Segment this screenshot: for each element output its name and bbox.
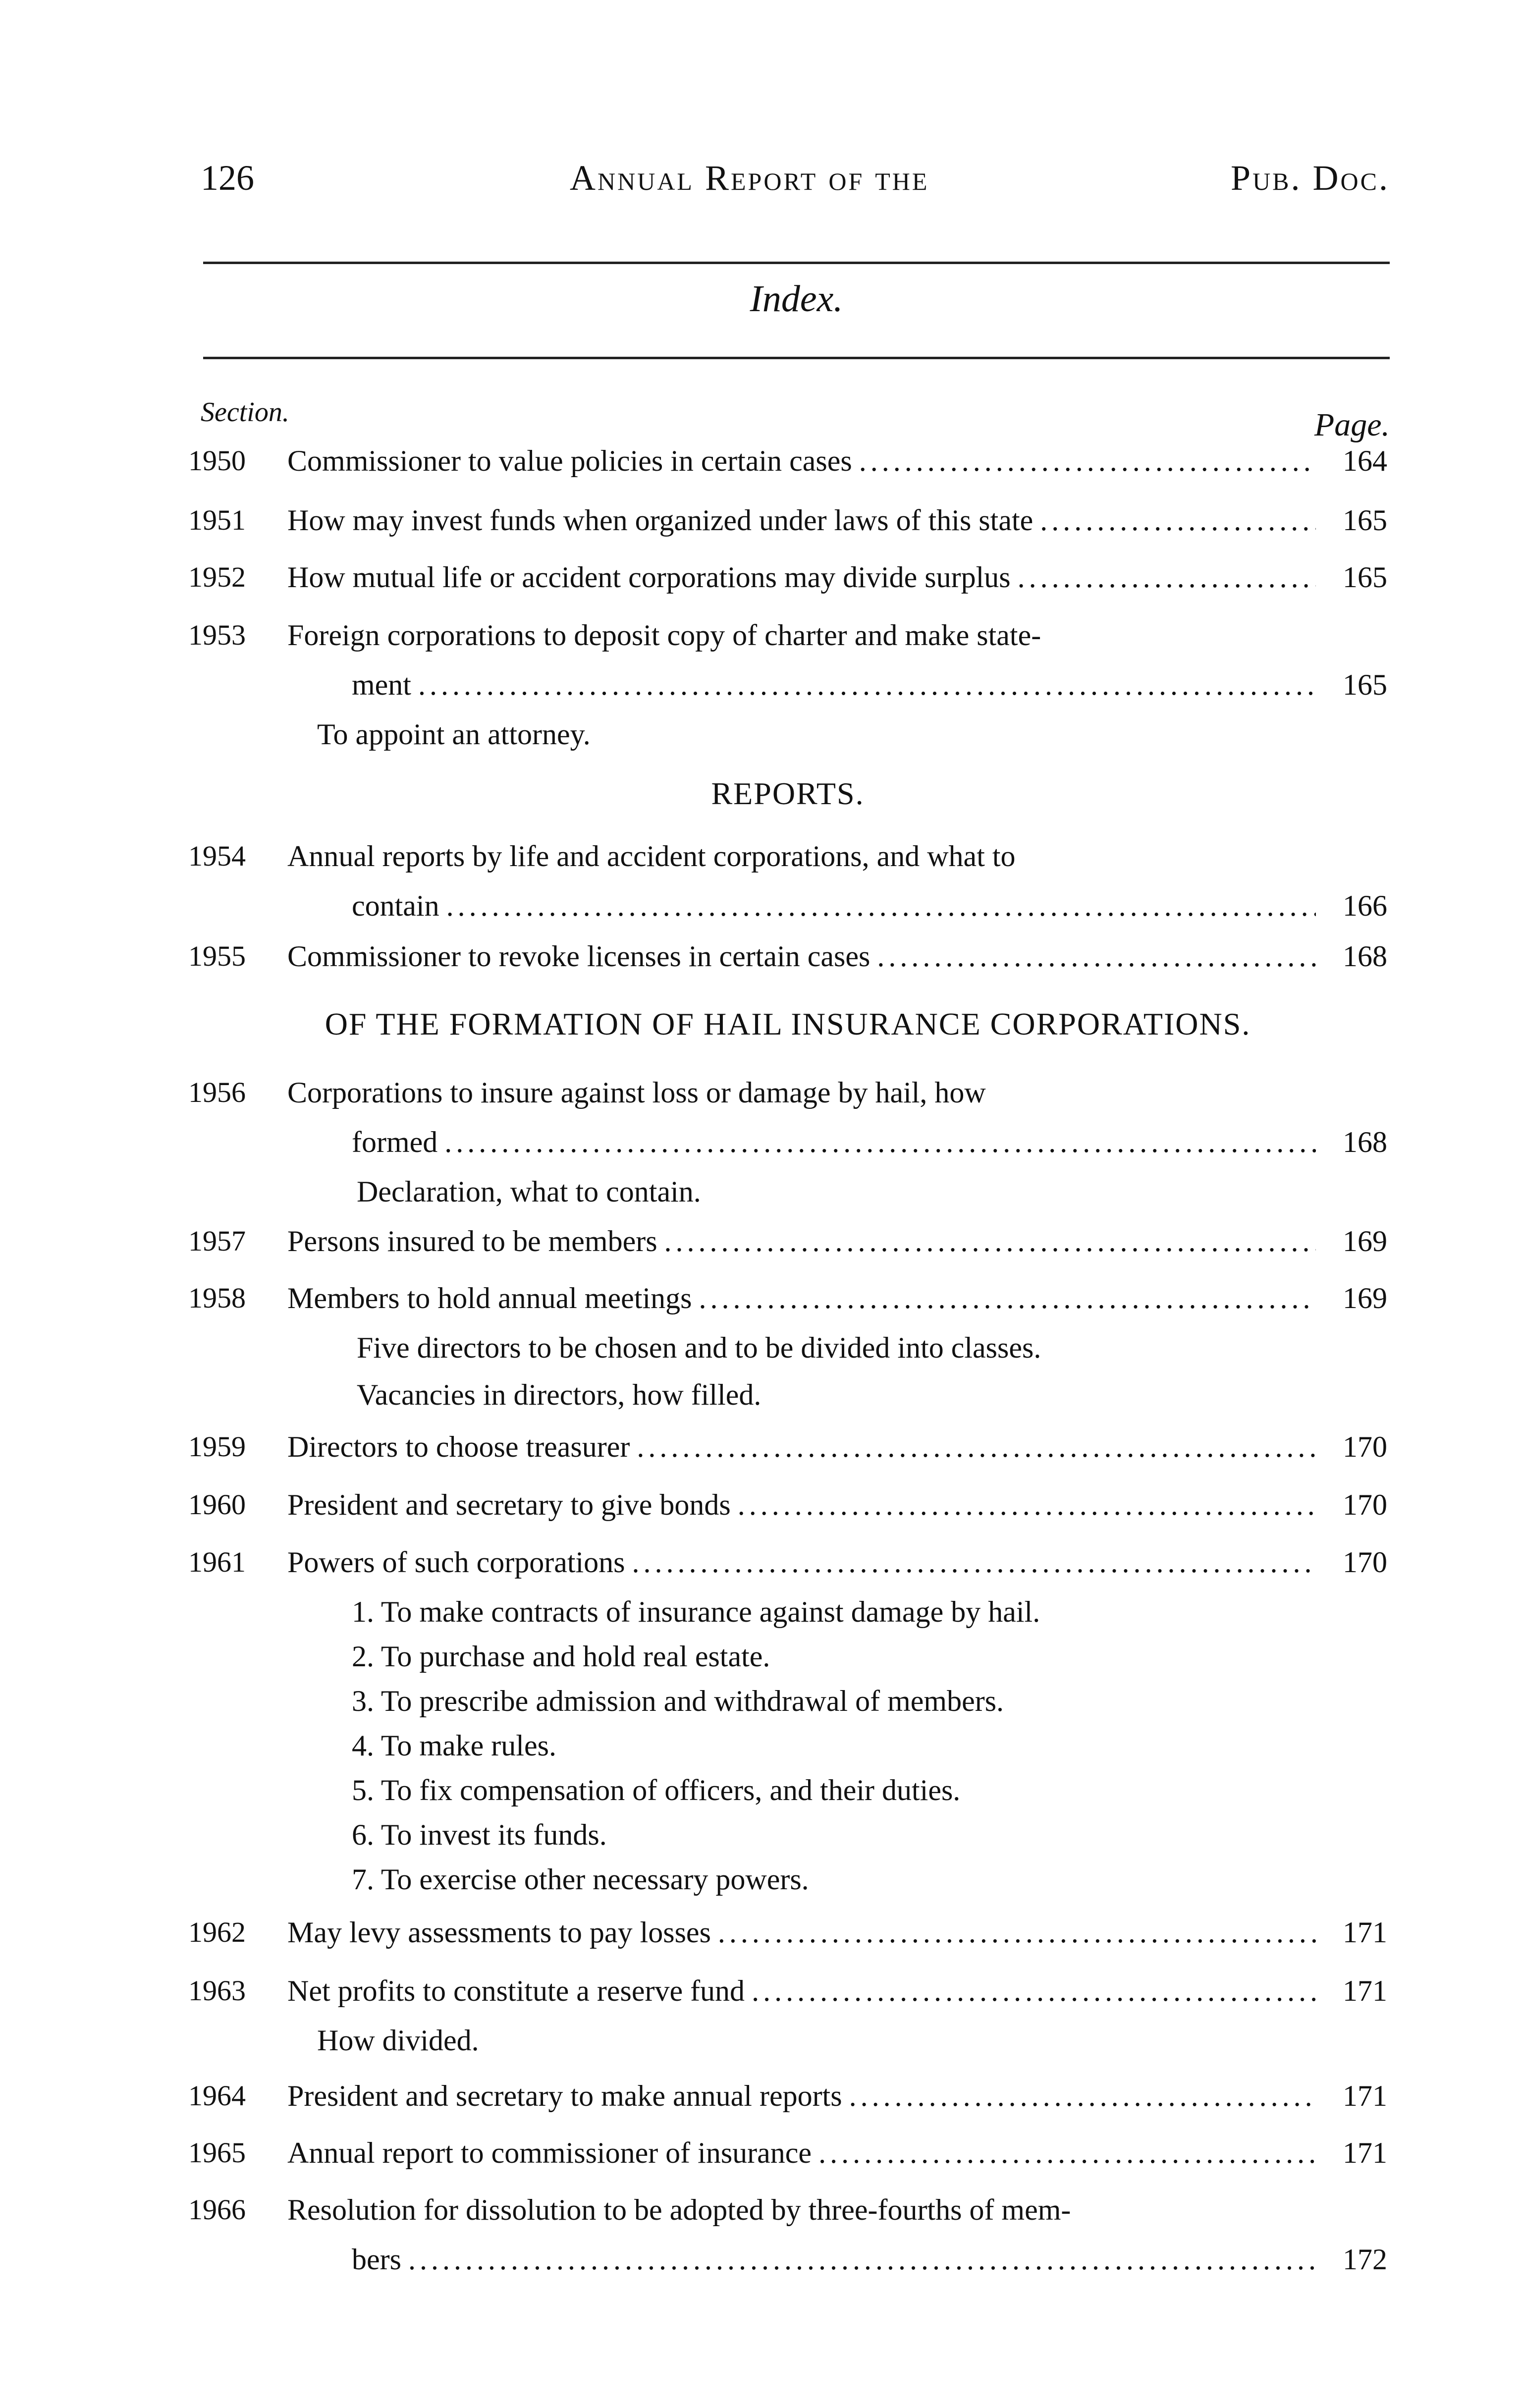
section-number: 1961 bbox=[188, 1546, 246, 1578]
page-reference: 170 bbox=[1343, 1546, 1387, 1579]
page-reference: 172 bbox=[1343, 2243, 1387, 2276]
power-item: 2. To purchase and hold real estate. bbox=[352, 1640, 770, 1673]
entry-title: President and secretary to make annual reports bbox=[287, 2080, 842, 2112]
page-reference: 171 bbox=[1343, 2080, 1387, 2112]
page-reference: 165 bbox=[1343, 668, 1387, 701]
entry-text-block bbox=[287, 1908, 1387, 1957]
entry-title: ment bbox=[352, 668, 411, 701]
sub-entry: Five directors to be chosen and to be divided into classes. bbox=[357, 1331, 1041, 1364]
entry-title: May levy assessments to pay losses bbox=[287, 1916, 711, 1949]
dot-leader bbox=[1040, 495, 1316, 545]
page-reference: 165 bbox=[1343, 561, 1387, 594]
page-reference: 166 bbox=[1343, 889, 1387, 922]
power-item: 5. To fix compensation of officers, and their duties. bbox=[352, 1774, 961, 1806]
entry-text-block bbox=[287, 1422, 1387, 1472]
page-reference: 169 bbox=[1343, 1282, 1387, 1314]
section-number: 1963 bbox=[188, 1974, 246, 2007]
section-number: 1966 bbox=[188, 2193, 246, 2226]
entry-text-block bbox=[287, 831, 1387, 930]
entry-title: Directors to choose treasurer bbox=[287, 1430, 630, 1463]
sub-entry: Declaration, what to contain. bbox=[357, 1175, 701, 1208]
entry-title: contain bbox=[352, 889, 439, 922]
entry-line bbox=[287, 1273, 1387, 1323]
section-number: 1956 bbox=[188, 1076, 246, 1108]
dot-leader bbox=[818, 2128, 1316, 2178]
entry-title: How mutual life or accident corporations may divide surplus bbox=[287, 561, 1011, 594]
entry-title: Members to hold annual meetings bbox=[287, 1282, 692, 1314]
entry-text-block bbox=[287, 495, 1387, 545]
top-rule bbox=[203, 262, 1390, 264]
entry-line bbox=[287, 1216, 1387, 1266]
section-number: 1953 bbox=[188, 619, 246, 651]
dot-leader bbox=[408, 2235, 1316, 2284]
entry-line bbox=[287, 2235, 1387, 2284]
page-reference: 171 bbox=[1343, 1974, 1387, 2007]
entry-line bbox=[287, 2128, 1387, 2178]
page-reference: 170 bbox=[1343, 1488, 1387, 1521]
entry-line bbox=[287, 2185, 1387, 2235]
page-reference: 169 bbox=[1343, 1225, 1387, 1258]
dot-leader bbox=[752, 1966, 1316, 2016]
page-column-heading: Page. bbox=[1314, 407, 1390, 443]
entry-title: Resolution for dissolution to be adopted by three-fourths of mem- bbox=[287, 2193, 1071, 2226]
entry-title: How may invest funds when organized under laws of this state bbox=[287, 504, 1033, 537]
entry-title: formed bbox=[352, 1126, 438, 1158]
page-reference: 168 bbox=[1343, 1126, 1387, 1158]
entry-title: Commissioner to value policies in certain cases bbox=[287, 444, 852, 477]
entry-text-block bbox=[287, 610, 1387, 757]
section-heading-hail: OF THE FORMATION OF HAIL INSURANCE CORPORATIONS. bbox=[325, 1006, 1251, 1041]
page-reference: 165 bbox=[1343, 504, 1387, 537]
entry-title: President and secretary to give bonds bbox=[287, 1488, 731, 1521]
dot-leader bbox=[632, 1537, 1316, 1587]
sub-entry: Vacancies in directors, how filled. bbox=[357, 1378, 761, 1411]
dot-leader bbox=[849, 2071, 1316, 2121]
entry-title: Annual report to commissioner of insurance bbox=[287, 2136, 812, 2169]
section-number: 1960 bbox=[188, 1488, 246, 1521]
entry-line bbox=[287, 1068, 1387, 1117]
entry-text-block bbox=[287, 1966, 1387, 2063]
dot-leader bbox=[699, 1273, 1316, 1323]
index-heading: Index. bbox=[750, 278, 843, 320]
bottom-rule bbox=[203, 357, 1390, 359]
entry-text-block bbox=[287, 2128, 1387, 2178]
dot-leader bbox=[418, 660, 1316, 710]
section-number: 1962 bbox=[188, 1916, 246, 1948]
entry-line bbox=[287, 831, 1387, 881]
entry-text-block bbox=[287, 1480, 1387, 1530]
section-number: 1954 bbox=[188, 840, 246, 872]
entry-title: Foreign corporations to deposit copy of charter and make state- bbox=[287, 619, 1041, 652]
entry-line bbox=[287, 610, 1387, 660]
page-reference: 171 bbox=[1343, 1916, 1387, 1949]
dot-leader bbox=[664, 1216, 1316, 1266]
entry-text-block bbox=[287, 552, 1387, 602]
dot-leader bbox=[718, 1908, 1316, 1957]
entry-text-block bbox=[287, 1068, 1387, 1214]
dot-leader bbox=[446, 881, 1316, 930]
entry-line bbox=[287, 495, 1387, 545]
entry-line bbox=[287, 1480, 1387, 1530]
sub-entry: How divided. bbox=[317, 2024, 479, 2057]
entry-line bbox=[287, 660, 1387, 710]
section-number: 1965 bbox=[188, 2136, 246, 2169]
entry-line bbox=[287, 1908, 1387, 1957]
dot-leader bbox=[738, 1480, 1316, 1530]
page-reference: 171 bbox=[1343, 2136, 1387, 2169]
entry-text-block bbox=[287, 2071, 1387, 2121]
dot-leader bbox=[444, 1117, 1316, 1167]
sub-entry: To appoint an attorney. bbox=[317, 718, 591, 751]
section-heading-reports: REPORTS. bbox=[711, 776, 865, 811]
section-number: 1958 bbox=[188, 1282, 246, 1314]
entry-text-block bbox=[287, 1216, 1387, 1266]
entry-line bbox=[287, 1117, 1387, 1167]
page-number: 126 bbox=[201, 158, 254, 198]
entry-title: Commissioner to revoke licenses in certain cases bbox=[287, 940, 870, 973]
entry-title: Annual reports by life and accident corporations, and what to bbox=[287, 840, 1016, 873]
entry-line bbox=[287, 1422, 1387, 1472]
entry-line bbox=[287, 552, 1387, 602]
entry-title: Powers of such corporations bbox=[287, 1546, 625, 1579]
section-number: 1957 bbox=[188, 1225, 246, 1257]
section-column-heading: Section. bbox=[201, 397, 289, 428]
entry-line bbox=[287, 1537, 1387, 1587]
section-number: 1959 bbox=[188, 1430, 246, 1463]
entry-line bbox=[287, 1966, 1387, 2016]
power-item: 4. To make rules. bbox=[352, 1729, 556, 1762]
section-number: 1955 bbox=[188, 940, 246, 972]
dot-leader bbox=[637, 1422, 1316, 1472]
dot-leader bbox=[1018, 552, 1316, 602]
power-item: 1. To make contracts of insurance against damage by hail. bbox=[352, 1595, 1040, 1628]
entry-text-block bbox=[287, 931, 1387, 981]
power-item: 7. To exercise other necessary powers. bbox=[352, 1863, 809, 1896]
power-item: 6. To invest its funds. bbox=[352, 1818, 607, 1851]
entry-line bbox=[287, 881, 1387, 930]
entry-text-block bbox=[287, 1537, 1387, 1899]
page-reference: 170 bbox=[1343, 1430, 1387, 1463]
entry-title: Persons insured to be members bbox=[287, 1225, 657, 1258]
dot-leader bbox=[859, 436, 1316, 486]
dot-leader bbox=[877, 931, 1316, 981]
entry-line bbox=[287, 436, 1387, 486]
entry-text-block bbox=[287, 1273, 1387, 1417]
report-title: Annual Report of the bbox=[570, 158, 929, 198]
running-head bbox=[201, 158, 1390, 217]
section-number: 1951 bbox=[188, 504, 246, 536]
entry-title: Net profits to constitute a reserve fund bbox=[287, 1974, 745, 2007]
page-reference: 164 bbox=[1343, 444, 1387, 477]
entry-text-block bbox=[287, 2185, 1387, 2284]
publication-label: Pub. Doc. bbox=[1231, 158, 1390, 198]
section-number: 1964 bbox=[188, 2080, 246, 2112]
power-item: 3. To prescribe admission and withdrawal of members. bbox=[352, 1685, 1004, 1717]
entry-line bbox=[287, 931, 1387, 981]
section-number: 1952 bbox=[188, 561, 246, 593]
entry-text-block bbox=[287, 436, 1387, 486]
section-number: 1950 bbox=[188, 444, 246, 477]
entry-title: bers bbox=[352, 2243, 401, 2276]
entry-title: Corporations to insure against loss or damage by hail, how bbox=[287, 1076, 986, 1109]
entry-line bbox=[287, 2071, 1387, 2121]
page-reference: 168 bbox=[1343, 940, 1387, 973]
